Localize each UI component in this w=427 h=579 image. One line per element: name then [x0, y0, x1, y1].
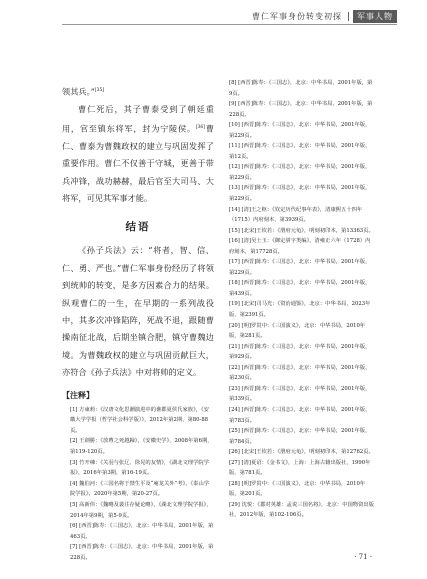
note-item: [2] 王劍勝：《放曹之死越歸》，《安徽史学》，2008年第6期，第119-120页。 [70, 438, 213, 455]
note-item: [13] [西晋]陈寿：《三国志》，北京：中华书局，2001年版，第229页。 [229, 185, 371, 203]
note-item: [4] 魏伯河：《三国名将于禁生平及“庵龙关外”考》，《泰山学院学报》，2020年第5期，第20-27页。 [70, 480, 210, 498]
notes-title: 【注释】 [62, 390, 94, 400]
note-item: [11] [西晋]陈寿：《三国志》，北京：中华书局，2001年版，第12页。 [229, 143, 371, 160]
note-item: [23] [西晋]陈寿：《三国志》，北京：中华书局，2001年版，第339页。 [229, 385, 371, 403]
paragraph-1: 领其兵。”[35] [62, 86, 105, 97]
note-item: [18] [西晋]陈寿：《三国志》，北京：中华书局，2001年版，第439页。 [229, 280, 371, 297]
note-item: [20] [明]罗贯中：《三国演义》，北京：中华书局，2010年版，第281页。 [229, 322, 366, 340]
note-item: [28] [明]罗贯中：《三国演义》，北京：中华书局，2010年版，第201页。 [229, 480, 366, 498]
note-item: [29] 沈悦：《郡对英雄：孟说三国名将》，北京：中国物资出版社，2012年版，第102-106页。 [229, 501, 374, 519]
note-item: [12] [西晋]陈寿：《三国志》，北京：中华书局，2001年版，第229页。 [229, 164, 371, 181]
running-header [252, 10, 397, 23]
citation-36: [36] [195, 124, 206, 130]
section-badge: 军事人物 [353, 10, 397, 23]
note-item: [19] [北宋]司马光：《资治通鉴》，北京：中华书局，2023年版，第2391页。 [229, 301, 371, 319]
note-item: [3] 竹开棟：《关羽与张辽、徐晃的友情》，《湖北文理学院学报》，2016年第3期，第16-19页。 [70, 459, 209, 477]
note-item: [10] [西晋]陈寿：《三国志》，北京：中华书局，2001年版，第229页。 [229, 122, 371, 139]
note-item: [27] [清]夏诏：《金书文》，上海：上海古籍出版社，1990年版，第781页。 [229, 459, 371, 477]
section-heading: 结语 [125, 221, 151, 234]
paragraph-3: 《孙子兵法》云：“将者，智、信、仁、勇、严也。”曹仁军事身份经历了将领到统帅的转变，是多方因素合力的结果。纵观曹仁的一生，在早期的一系列战役中，其多次冲锋陷阵，死战不退，跟随曹操南征北战，后期坐镇合肥，镇守曹魏边境。为曹魏政权的建立与巩固贡献巨大，亦符合《孙子兵法》中对将帅的定义。 [62, 245, 214, 378]
paragraph-2: 曹仁死后，其子曹泰受到了朝廷重用，官至镇东将军，封为宁陵侯。[36]曹仁、曹泰为曹魏政权的建立与巩固发挥了重要作用。曹仁不仅善于守城，更善于带兵冲锋，战功赫赫，最后官至大司马、大将军，可见其军事才能。 [62, 104, 214, 203]
note-item: [1] 方東莉：《汉唐文化思潮演进中的谯郡夏侯氏家族》，《安徽大学学报（哲学社会科学版）》，2012年第2期，第80-88页。 [70, 406, 209, 434]
left-column [62, 82, 214, 563]
note-item: [8] [西晋]陈寿：《三国志》，北京：中华书局，2001年版，第9页。 [229, 80, 373, 97]
note-item: [6] [西晋]陈寿：《三国志》，北京：中华书局，2001年版，第463页。 [70, 523, 214, 540]
citation-35: [35] [94, 88, 105, 93]
note-item: [24] [西晋]陈寿：《三国志》，北京：中华书局，2001年版，第783页。 [229, 406, 371, 424]
page-number: · 71 · [354, 553, 372, 561]
header-rule [62, 24, 397, 25]
note-item: [5] 高新伟：《魏略及裴注存疑论略》，《湖北文理学院学报》，2014年第9期，第5-9页。 [70, 501, 212, 519]
note-item: [16] [清]吴士玉：《御定骈字类编》，清雍正六年（1728）内府刻本，第17728页。 [229, 238, 371, 255]
note-item: [26] [北宋]王钦若：《册府元龟》，明刻初印本，第12762页。 [229, 449, 374, 456]
note-item: [21] [西晋]陈寿：《三国志》，北京：中华书局，2001年版，第929页。 [229, 343, 371, 361]
note-item: [22] [西晋]陈寿：《三国志》，北京：中华书局，2001年版，第230页。 [229, 364, 371, 382]
note-item: [7] [西晋]陈寿：《三国志》，北京：中华书局，2001年版，第228页。 [70, 544, 214, 561]
note-item: [9] [西晋]陈寿：《三国志》，北京：中华书局，2001年版，第228页。 [229, 101, 373, 118]
note-item: [25] [西晋]陈寿：《三国志》，北京：中华书局，2001年版，第784页。 [229, 428, 371, 445]
note-item: [15] [北宋]王钦若：《册府元龟》，明刻初印本，第13363页。 [229, 227, 374, 234]
header-separator [348, 12, 349, 21]
note-item: [17] [西晋]陈寿：《三国志》，北京：中华书局，2001年版，第229页。 [229, 259, 371, 276]
note-item: [14] [清]王之枢：《钦定历代纪事年表》，清康熙五十四年（1715）内府刻本，第3939页。 [229, 206, 363, 224]
header-title: 曹仁军事身份转变初探 [252, 12, 342, 21]
right-column [229, 78, 374, 521]
